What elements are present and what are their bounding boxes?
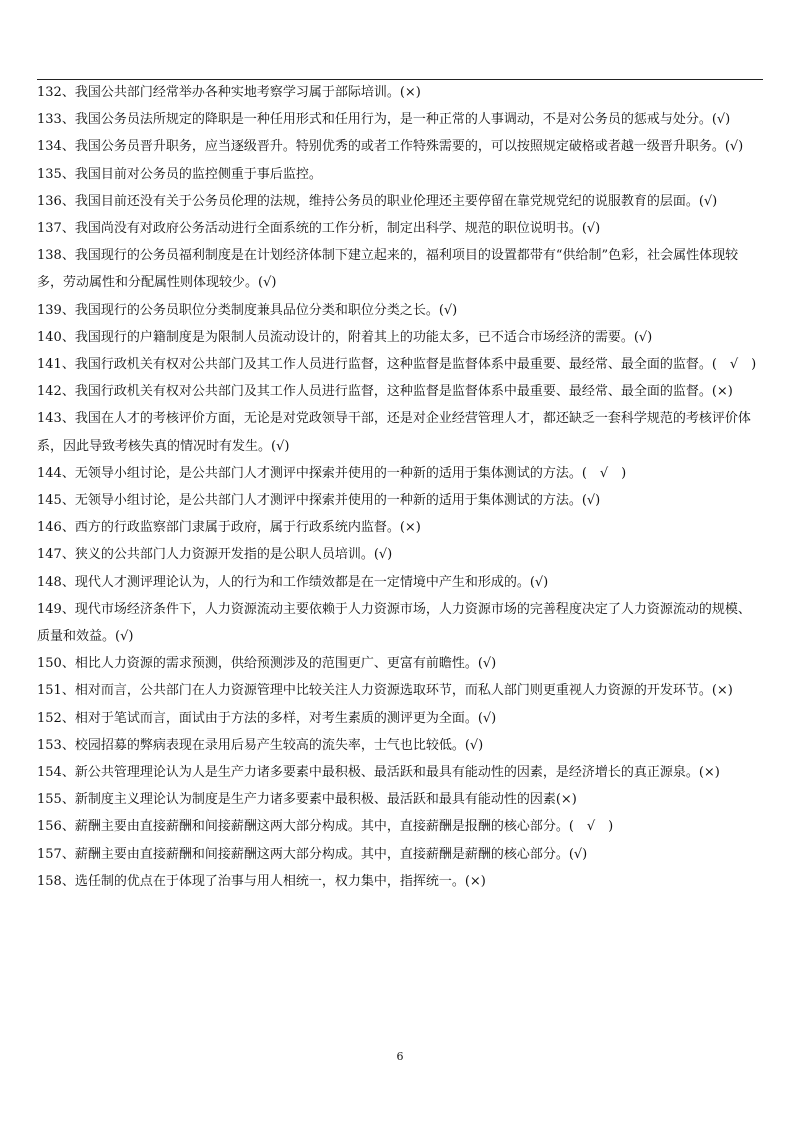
list-item: 153、校园招募的弊病表现在录用后易产生较高的流失率，士气也比较低。(√) bbox=[37, 737, 484, 753]
list-item: 145、无领导小组讨论，是公共部门人才测评中探索并使用的一种新的适用于集体测试的方法。(√) bbox=[37, 493, 601, 509]
list-item: 147、狭义的公共部门人力资源开发指的是公职人员培训。(√) bbox=[37, 547, 393, 563]
list-item: 146、西方的行政监察部门隶属于政府，属于行政系统内监督。(×) bbox=[37, 520, 421, 536]
list-item: 148、现代人才测评理论认为，人的行为和工作绩效都是在一定情境中产生和形成的。(√) bbox=[37, 574, 549, 590]
page-number: 6 bbox=[396, 1050, 404, 1063]
list-item: 142、我国行政机关有权对公共部门及其工作人员进行监督，这种监督是监督体系中最重要、最经常、最全面的监督。(×) bbox=[37, 384, 733, 400]
list-item: 132、我国公共部门经常举办各种实地考察学习属于部际培训。(×) bbox=[37, 85, 421, 100]
list-item: 141、我国行政机关有权对公共部门及其工作人员进行监督，这种监督是监督体系中最重要、最经常、最全面的监督。( √ ) bbox=[37, 357, 757, 373]
list-item: 138、我国现行的公务员福利制度是在计划经济体制下建立起来的，福利项目的设置都带有“供给制”色彩，社会属性体现较多，劳动属性和分配属性则体现较少。(√) bbox=[37, 248, 739, 291]
list-item: 140、我国现行的户籍制度是为限制人员流动设计的，附着其上的功能太多，已不适合市场经济的需要。(√) bbox=[37, 329, 653, 345]
list-item: 135、我国目前对公务员的监控侧重于事后监控。 bbox=[37, 166, 322, 182]
list-item: 149、现代市场经济条件下，人力资源流动主要依赖于人力资源市场，人力资源市场的完善程度决定了人力资源流动的规模、质量和效益。(√) bbox=[37, 601, 751, 645]
list-item: 156、薪酬主要由直接薪酬和间接薪酬这两大部分构成。其中，直接薪酬是报酬的核心部分。( √ ) bbox=[37, 819, 614, 835]
list-item: 144、无领导小组讨论，是公共部门人才测评中探索并使用的一种新的适用于集体测试的方法。( √ ) bbox=[37, 465, 627, 481]
list-item: 155、新制度主义理论认为制度是生产力诸多要素中最积极、最活跃和最具有能动性的因素(×) bbox=[37, 792, 577, 808]
list-item: 157、薪酬主要由直接薪酬和间接薪酬这两大部分构成。其中，直接薪酬是薪酬的核心部分。(√) bbox=[37, 846, 588, 862]
list-item: 151、相对而言，公共部门在人力资源管理中比较关注人力资源选取环节，而私人部门则更重视人力资源的开发环节。(×) bbox=[37, 683, 733, 699]
list-item: 158、选任制的优点在于体现了治事与用人相统一，权力集中，指挥统一。(×) bbox=[37, 873, 486, 889]
list-item: 137、我国尚没有对政府公务活动进行全面系统的工作分析，制定出科学、规范的职位说明书。(√) bbox=[37, 221, 601, 237]
list-item: 133、我国公务员法所规定的降职是一种任用形式和任用行为，是一种正常的人事调动，不是对公务员的惩戒与处分。(√) bbox=[37, 112, 731, 128]
list-item: 150、相比人力资源的需求预测，供给预测涉及的范围更广、更富有前瞻性。(√) bbox=[37, 656, 497, 672]
list-item: 134、我国公务员晋升职务，应当逐级晋升。特别优秀的或者工作特殊需要的，可以按照规定破格或者越一级晋升职务。(√) bbox=[37, 139, 744, 155]
list-item: 139、我国现行的公务员职位分类制度兼具品位分类和职位分类之长。(√) bbox=[37, 302, 458, 318]
question-list bbox=[37, 79, 763, 895]
list-item: 143、我国在人才的考核评价方面，无论是对党政领导干部，还是对企业经营管理人才，都还缺乏一套科学规范的考核评价体系，因此导致考核失真的情况时有发生。(√) bbox=[37, 411, 751, 454]
list-item: 136、我国目前还没有关于公务员伦理的法规，维持公务员的职业伦理还主要停留在靠党规党纪的说服教育的层面。(√) bbox=[37, 193, 718, 209]
list-item: 152、相对于笔试而言，面试由于方法的多样，对考生素质的测评更为全面。(√) bbox=[37, 710, 497, 726]
list-item: 154、新公共管理理论认为人是生产力诸多要素中最积极、最活跃和最具有能动性的因素，是经济增长的真正源泉。(×) bbox=[37, 765, 720, 781]
